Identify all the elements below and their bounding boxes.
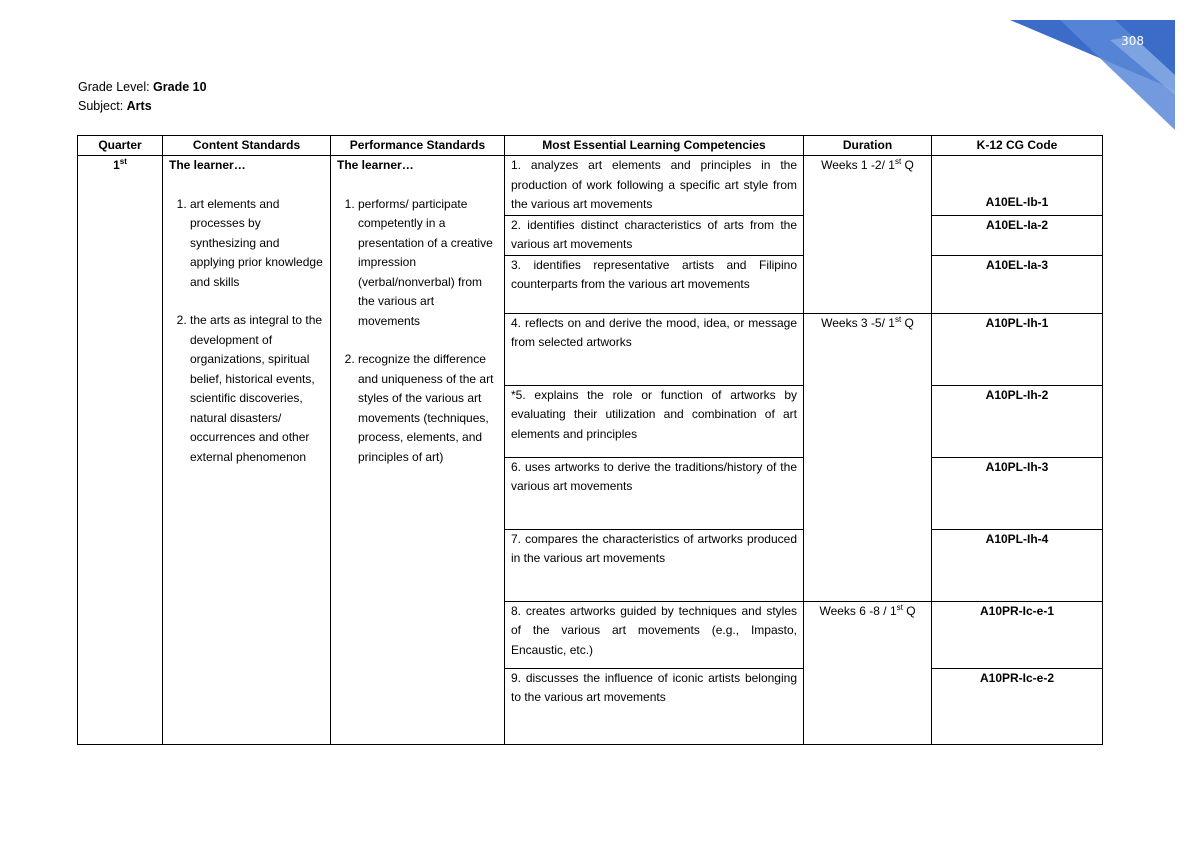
grade-value: Grade 10 <box>153 80 207 94</box>
subject-label: Subject: <box>78 99 127 113</box>
subject-line <box>78 99 152 113</box>
duration-cell <box>804 156 932 314</box>
page-number: 308 <box>1121 34 1144 48</box>
cg-code-cell: A10PL-Ih-4 <box>932 529 1103 601</box>
duration-cell <box>804 313 932 601</box>
competency-cell: 3. identifies representative artists and Filipino counterparts from the various art movements <box>505 255 804 313</box>
competency-cell: 9. discusses the influence of iconic artists belonging to the various art movements <box>505 668 804 744</box>
col-header-competencies: Most Essential Learning Competencies <box>505 136 804 156</box>
grade-level-line <box>78 80 207 94</box>
duration-suffix: Q <box>901 158 914 172</box>
competency-cell: 2. identifies distinct characteristics of arts from the various art movements <box>505 215 804 255</box>
competency-cell: 1. analyzes art elements and principles in the production of work following a specific art style from the various art movements <box>505 156 804 216</box>
col-header-content-standards: Content Standards <box>163 136 331 156</box>
performance-intro: The learner… <box>337 158 414 172</box>
corner-decoration <box>1000 0 1200 140</box>
competency-cell: 4. reflects on and derive the mood, idea, or message from selected artworks <box>505 313 804 385</box>
competency-cell: 8. creates artworks guided by techniques and styles of the various art movements (e.g., Impasto, Encaustic, etc.) <box>505 601 804 668</box>
duration-sup: st <box>894 314 902 324</box>
duration-cell <box>804 601 932 744</box>
col-header-quarter: Quarter <box>78 136 163 156</box>
cg-code-cell: A10EL-Ia-3 <box>932 255 1103 313</box>
cg-code-cell: A10PR-Ic-e-2 <box>932 668 1103 744</box>
performance-standards-list <box>337 195 498 468</box>
col-header-performance-standards: Performance Standards <box>331 136 505 156</box>
cg-code-cell: A10EL-Ib-1 <box>932 156 1103 216</box>
competency-cell: 6. uses artworks to derive the traditions/history of the various art movements <box>505 457 804 529</box>
competency-cell: 7. compares the characteristics of artworks produced in the various art movements <box>505 529 804 601</box>
duration-text: Weeks 1 -2/ 1 <box>821 158 895 172</box>
cg-code-cell: A10EL-Ia-2 <box>932 215 1103 255</box>
performance-standard-item: 1. performs/ participate competently in a presentation of a creative impression (verbal/nonverbal) from the various art movements <box>358 195 498 332</box>
content-standard-item: 2. the arts as integral to the development of organizations, spiritual belief, historical events, scientific discoveries, natural disasters/ occurrences and other external phenomenon <box>190 311 324 467</box>
col-header-duration: Duration <box>804 136 932 156</box>
duration-suffix: Q <box>901 315 914 330</box>
competency-cell: *5. explains the role or function of artworks by evaluating their utilization and combination of art elements and principles <box>505 385 804 457</box>
performance-standard-item: 2. recognize the difference and uniqueness of the art styles of the various art movements (techniques, process, elements, and principles of art) <box>358 350 498 467</box>
subject-value: Arts <box>126 99 152 113</box>
col-header-cg-code: K-12 CG Code <box>932 136 1103 156</box>
duration-sup: st <box>896 602 903 612</box>
grade-label: Grade Level: <box>78 80 154 94</box>
quarter-cell <box>78 156 163 745</box>
content-intro: The learner… <box>169 158 246 172</box>
table-header-row <box>78 136 1103 156</box>
quarter-number: 1 <box>113 158 120 172</box>
content-standards-cell <box>163 156 331 745</box>
content-standards-list <box>169 195 324 468</box>
performance-standards-cell <box>331 156 505 745</box>
cg-code-cell: A10PR-Ic-e-1 <box>932 601 1103 668</box>
content-standard-item: 1. art elements and processes by synthesizing and applying prior knowledge and skills <box>190 195 324 293</box>
duration-sup: st <box>894 157 902 166</box>
duration-text: Weeks 6 -8 / 1 <box>819 603 897 618</box>
cg-code-cell: A10PL-Ih-2 <box>932 385 1103 457</box>
quarter-sup: st <box>119 157 127 166</box>
curriculum-table <box>77 135 1103 745</box>
table-row <box>78 156 1103 216</box>
cg-code-cell: A10PL-Ih-3 <box>932 457 1103 529</box>
cg-code-cell: A10PL-Ih-1 <box>932 313 1103 385</box>
duration-text: Weeks 3 -5/ 1 <box>821 315 895 330</box>
duration-suffix: Q <box>902 603 916 618</box>
